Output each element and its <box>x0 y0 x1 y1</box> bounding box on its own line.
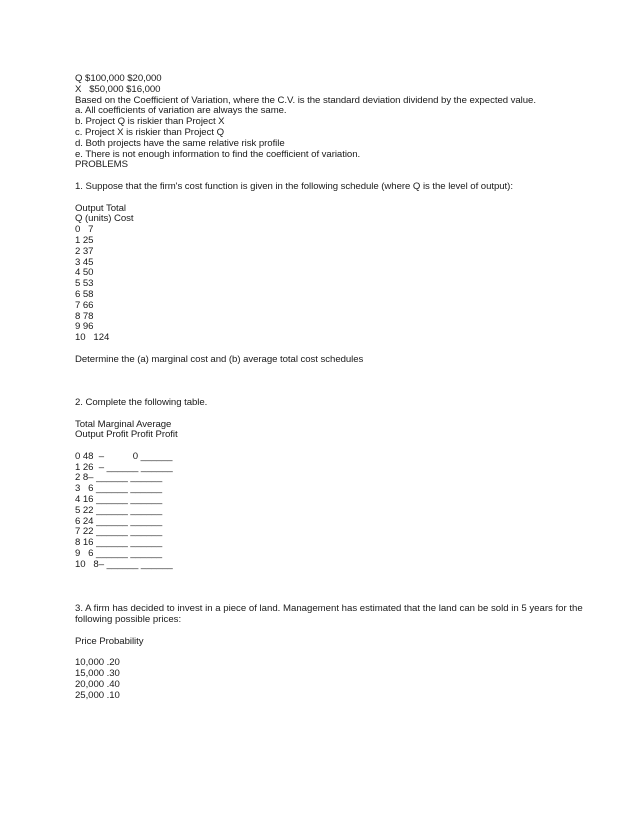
table-row: 4 16 ______ ______ <box>75 494 163 506</box>
table-row: 7 22 ______ ______ <box>75 526 163 538</box>
table-row: 0 48 – 0 ______ <box>75 450 173 462</box>
intro-line: X $50,000 $16,000 <box>75 83 161 95</box>
section-heading: PROBLEMS <box>75 159 128 171</box>
table-row: 20,000 .40 <box>75 678 120 690</box>
table-row: 5 22 ______ ______ <box>75 504 163 516</box>
table-row: 2 8– ______ ______ <box>75 472 163 484</box>
table-row: 3 6 ______ ______ <box>75 483 163 495</box>
table-row: 2 37 <box>75 245 94 257</box>
table-header: Output Total <box>75 202 126 214</box>
option-b: b. Project Q is riskier than Project X <box>75 116 225 128</box>
problem-2-prompt: 2. Complete the following table. <box>75 396 208 408</box>
problem-3-prompt: 3. A firm has decided to invest in a piece of land. Management has estimated that the land can be sold in 5 years for the following possible prices: <box>75 603 583 626</box>
table-row: 10 8– ______ ______ <box>75 558 173 570</box>
table-row: 1 25 <box>75 234 94 246</box>
table-row: 10 124 <box>75 332 110 344</box>
option-e: e. There is not enough information to find the coefficient of variation. <box>75 148 361 160</box>
table-row: 9 6 ______ ______ <box>75 548 163 560</box>
document-page <box>75 74 595 701</box>
table-row: 6 24 ______ ______ <box>75 515 163 527</box>
table-row: 3 45 <box>75 256 94 268</box>
problem-1 <box>75 182 595 366</box>
option-c: c. Project X is riskier than Project Q <box>75 126 224 138</box>
table-row: 8 78 <box>75 310 94 322</box>
problem-1-question: Determine the (a) marginal cost and (b) average total cost schedules <box>75 353 364 365</box>
table-row: 10,000 .20 <box>75 657 120 669</box>
table-row: 25,000 .10 <box>75 689 120 701</box>
table-header: Total Marginal Average <box>75 418 172 430</box>
table-row: 9 96 <box>75 321 94 333</box>
table-header: Q (units) Cost <box>75 213 134 225</box>
intro-line: Q $100,000 $20,000 <box>75 73 162 84</box>
table-row: 15,000 .30 <box>75 668 120 680</box>
table-header: Output Profit Profit Profit <box>75 429 178 441</box>
intro-line: Based on the Coefficient of Variation, where the C.V. is the standard deviation dividend by the expected value. <box>75 94 536 106</box>
table-row: 1 26 – ______ ______ <box>75 461 173 473</box>
table-row: 0 7 <box>75 224 94 236</box>
option-d: d. Both projects have the same relative risk profile <box>75 137 285 149</box>
problem-1-prompt: 1. Suppose that the firm's cost function is given in the following schedule (where Q is the level of output): <box>75 180 513 192</box>
table-row: 7 66 <box>75 299 94 311</box>
table-row: 6 58 <box>75 288 94 300</box>
intro-block <box>75 74 595 171</box>
table-row: 4 50 <box>75 267 94 279</box>
problem-3 <box>75 603 595 701</box>
table-header: Price Probability <box>75 635 144 647</box>
table-row: 8 16 ______ ______ <box>75 537 163 549</box>
option-a: a. All coefficients of variation are always the same. <box>75 105 287 117</box>
table-row: 5 53 <box>75 278 94 290</box>
problem-2 <box>75 398 595 571</box>
